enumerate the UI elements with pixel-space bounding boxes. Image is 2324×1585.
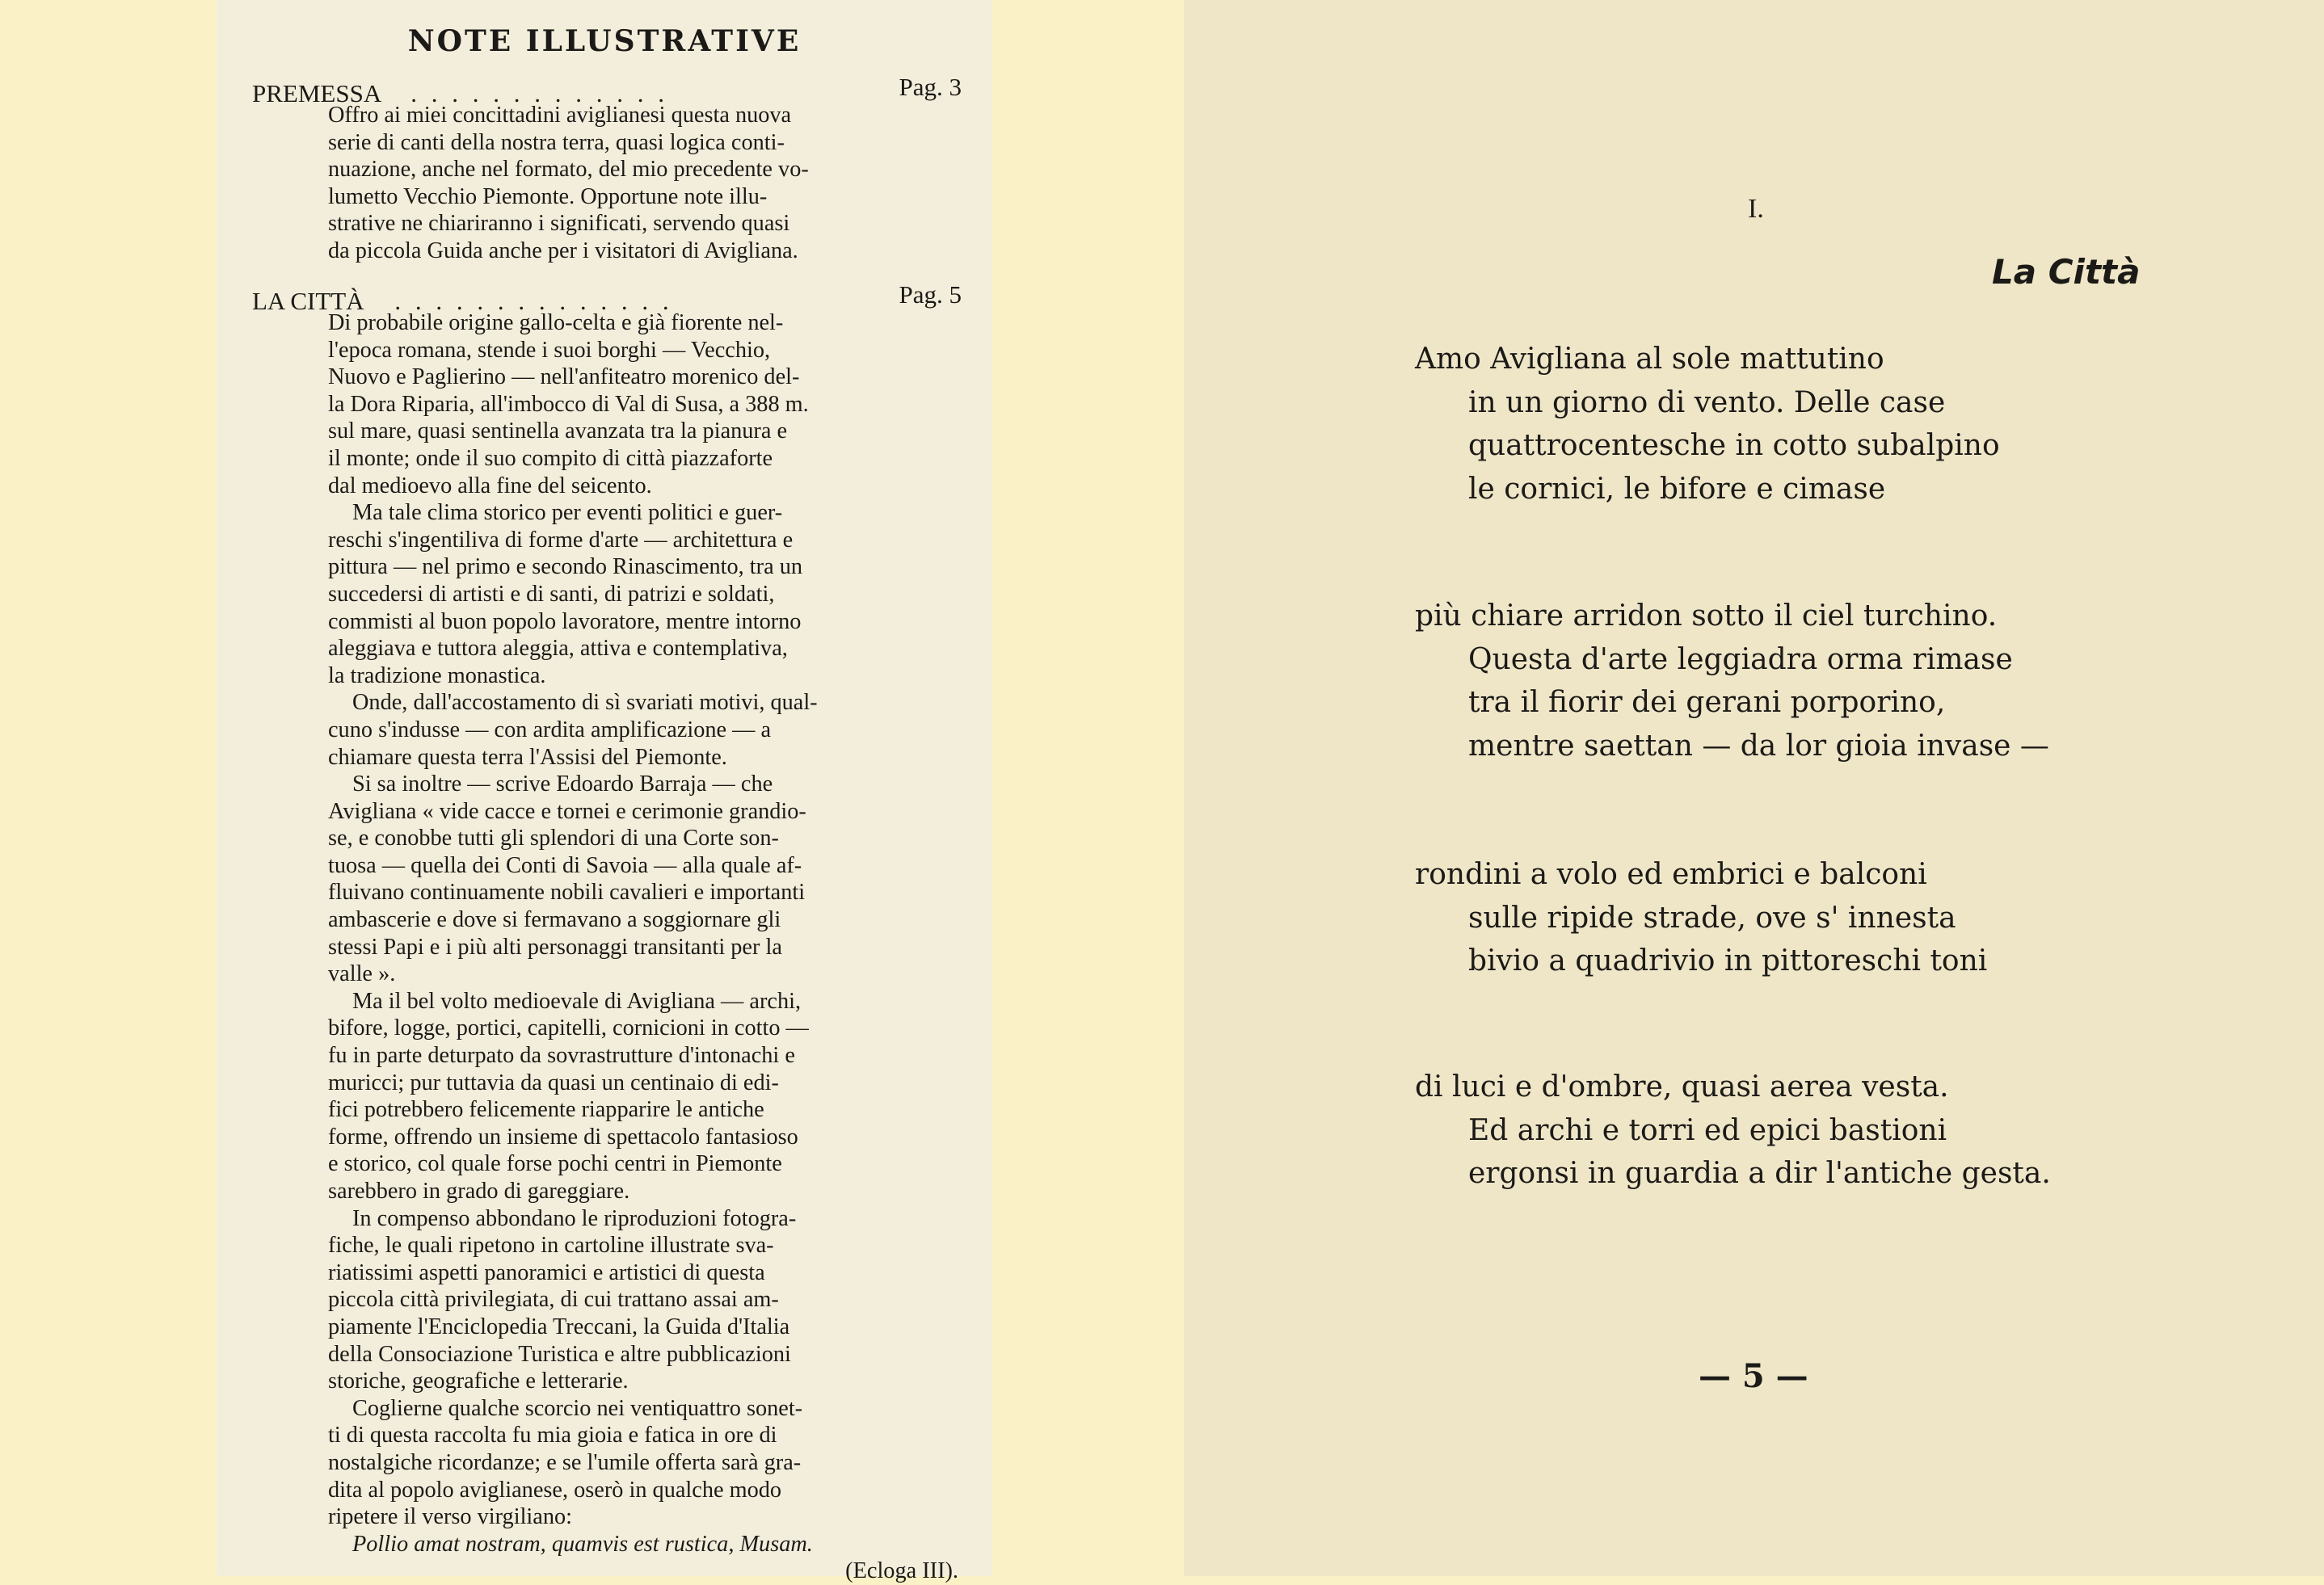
text-line: Ma il bel volto medioevale di Avigliana — archi,: [352, 988, 802, 1014]
section-title: PREMESSA: [252, 79, 381, 107]
text-line: piamente l'Enciclopedia Treccani, la Guida d'Italia: [328, 1314, 790, 1339]
page-gutter: [992, 0, 1184, 1576]
stanza: [1415, 338, 2000, 511]
text-line: stessi Papi e i più alti personaggi transitanti per la: [328, 934, 782, 960]
poem-title: La Città: [1992, 252, 2141, 292]
text-line: bifore, logge, portici, capitelli, cornicioni in cotto —: [328, 1015, 809, 1041]
text-line: serie di canti della nostra terra, quasi logica conti-: [328, 129, 785, 155]
text-line: cuno s'indusse — con ardita amplificazione — a: [328, 717, 772, 742]
text-line: fici potrebbero felicemente riapparire le antiche: [328, 1097, 764, 1123]
text-line: fluivano continuamente nobili cavalieri e importanti: [328, 880, 806, 906]
verse-line: tra il fiorir dei gerani porporino,: [1468, 686, 1946, 719]
text-line: Pollio amat nostram, quamvis est rustica, Musam.: [352, 1531, 813, 1557]
text-line: la tradizione monastica.: [328, 662, 546, 688]
section-title: LA CITTÀ: [252, 287, 364, 315]
text-line: ambascerie e dove si fermavano a soggiornare gli: [328, 907, 781, 933]
verse-line: rondini a volo ed embrici e balconi: [1415, 858, 1927, 891]
text-line: succedersi di artisti e di santi, di patrizi e soldati,: [328, 581, 775, 607]
verse-line: Ed archi e torri ed epici bastioni: [1468, 1113, 1947, 1147]
text-line: Coglierne qualche scorcio nei ventiquattro sonet-: [352, 1395, 803, 1421]
text-line: valle ».: [328, 961, 396, 987]
text-line: storiche, geografiche e letterarie.: [328, 1368, 629, 1394]
text-line: pittura — nel primo e secondo Rinascimento, tra un: [328, 554, 803, 580]
text-line: muricci; pur tuttavia da quasi un centinaio di edi-: [328, 1070, 779, 1095]
verse-line: mentre saettan — da lor gioia invase —: [1468, 729, 2049, 763]
text-line: strative ne chiariranno i significati, servendo quasi: [328, 211, 790, 237]
text-line: piccola città privilegiata, di cui trattano assai am-: [328, 1287, 779, 1313]
right-page: [1184, 0, 2324, 1576]
text-line: chiamare questa terra l'Assisi del Piemonte.: [328, 744, 727, 770]
verse-line: quattrocentesche in cotto subalpino: [1468, 429, 2000, 462]
verse-line: in un giorno di vento. Delle case: [1468, 385, 1946, 419]
sonnet-number: I.: [1748, 194, 1764, 224]
page-reference: Pag. 3: [899, 73, 962, 101]
leader-dots: . . . . . . . . . . . . .: [410, 79, 669, 107]
page-reference: Pag. 5: [899, 280, 962, 309]
text-line: Avigliana « vide cacce e tornei e cerimonie grandio-: [328, 798, 806, 824]
text-line: commisti al buon popolo lavoratore, mentre intorno: [328, 608, 802, 634]
text-line: se, e conobbe tutti gli splendori di una Corte son-: [328, 826, 779, 851]
text-line: Nuovo e Paglierino — nell'anfiteatro morenico del-: [328, 364, 800, 390]
text-line: fiche, le quali ripetono in cartoline illustrate sva-: [328, 1233, 774, 1259]
text-line: Ma tale clima storico per eventi politici e guer-: [352, 500, 783, 526]
text-line: della Consociazione Turistica e altre pubblicazioni: [328, 1341, 791, 1367]
verse-line: le cornici, le bifore e cimase: [1468, 472, 1886, 506]
text-line: il monte; onde il suo compito di città piazzaforte: [328, 445, 773, 471]
notes-title: NOTE ILLUSTRATIVE: [407, 24, 802, 58]
text-line: l'epoca romana, stende i suoi borghi — Vecchio,: [328, 337, 771, 363]
stanza: [1415, 1066, 2051, 1196]
verse-line: sulle ripide strade, ove s' innesta: [1468, 901, 1956, 935]
text-line: riatissimi aspetti panoramici e artistici di questa: [328, 1259, 765, 1285]
text-line: Di probabile origine gallo-celta e già fiorente nel-: [328, 310, 784, 335]
text-line: lumetto Vecchio Piemonte. Opportune note illu-: [328, 183, 768, 209]
text-line: Si sa inoltre — scrive Edoardo Barraja — che: [352, 771, 773, 797]
left-page: [217, 0, 992, 1584]
verse-line: Questa d'arte leggiadra orma rimase: [1468, 642, 2013, 676]
text-line: forme, offrendo un insieme di spettacolo fantasioso: [328, 1124, 798, 1150]
text-line: Onde, dall'accostamento di sì svariati motivi, qual-: [352, 690, 818, 716]
verse-line: bivio a quadrivio in pittoreschi toni: [1468, 944, 1988, 977]
text-line: la Dora Riparia, all'imbocco di Val di Susa, a 388 m.: [328, 391, 809, 417]
text-line: sul mare, quasi sentinella avanzata tra la pianura e: [328, 418, 788, 444]
text-line: (Ecloga III).: [845, 1558, 958, 1584]
text-line: sarebbero in grado di gareggiare.: [328, 1179, 630, 1204]
text-line: In compenso abbondano le riproduzioni fotogra-: [352, 1205, 797, 1231]
text-line: e storico, col quale forse pochi centri in Piemonte: [328, 1151, 782, 1177]
section-body-la-citta: [328, 309, 1007, 1585]
verse-line: ergonsi in guardia a dir l'antiche gesta.: [1468, 1157, 2051, 1190]
stanza: [1415, 853, 1987, 983]
verse-line: più chiare arridon sotto il ciel turchino.: [1415, 599, 1998, 633]
page-number: — 5 —: [1699, 1357, 1808, 1395]
text-line: nuazione, anche nel formato, del mio precedente vo-: [328, 157, 809, 183]
text-line: dita al popolo aviglianese, oserò in qualche modo: [328, 1477, 782, 1503]
text-line: da piccola Guida anche per i visitatori di Avigliana.: [328, 238, 798, 263]
text-line: ti di questa raccolta fu mia gioia e fatica in ore di: [328, 1423, 777, 1448]
verse-line: Amo Avigliana al sole mattutino: [1415, 343, 1884, 376]
text-line: tuosa — quella dei Conti di Savoia — alla quale af-: [328, 852, 802, 878]
section-body-premessa: [328, 102, 1007, 265]
verse-line: di luci e d'ombre, quasi aerea vesta.: [1415, 1070, 1949, 1104]
leader-dots: . . . . . . . . . . . . . .: [394, 287, 673, 315]
text-line: nostalgiche ricordanze; e se l'umile offerta sarà gra-: [328, 1449, 802, 1475]
text-line: ripetere il verso virgiliano:: [328, 1504, 573, 1530]
text-line: Offro ai miei concittadini aviglianesi questa nuova: [328, 103, 792, 128]
text-line: dal medioevo alla fine del seicento.: [328, 473, 652, 498]
text-line: fu in parte deturpato da sovrastrutture d'intonachi e: [328, 1043, 795, 1069]
stanza: [1415, 595, 2049, 767]
text-line: aleggiava e tuttora aleggia, attiva e contemplativa,: [328, 636, 788, 662]
text-line: reschi s'ingentiliva di forme d'arte — architettura e: [328, 527, 794, 553]
